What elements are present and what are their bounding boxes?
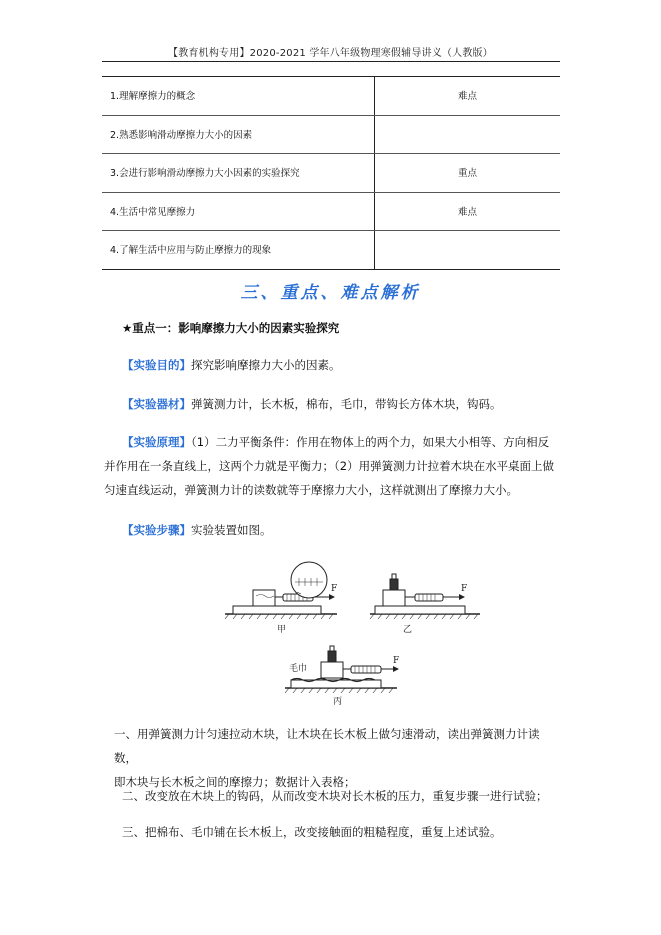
label-jia: 甲 bbox=[277, 625, 287, 635]
label-towel: 毛巾 bbox=[289, 664, 308, 674]
step1-line-1: 一、用弹簧测力计匀速拉动木块，让木块在长木板上做匀速滑动，读出弹簧测力计读数， bbox=[114, 727, 540, 765]
steps-tag: 【实验步骤】 bbox=[122, 523, 191, 537]
table-row bbox=[102, 116, 560, 155]
goal-cell: 3.会进行影响滑动摩擦力大小因素的实验探究 bbox=[102, 154, 375, 192]
goal-cell: 4.了解生活中应用与防止摩擦力的现象 bbox=[102, 231, 375, 269]
level-cell: 难点 bbox=[457, 206, 477, 218]
level-cell: 重点 bbox=[457, 168, 477, 179]
objectives-table bbox=[102, 76, 560, 270]
purpose-paragraph bbox=[122, 353, 562, 377]
label-yi: 乙 bbox=[403, 625, 413, 635]
principle-text-1: （1）二力平衡条件：作用在物体上的两个力，如果大小相等、方向相反 bbox=[191, 435, 550, 449]
table-row bbox=[102, 193, 560, 232]
steps-paragraph bbox=[122, 518, 562, 542]
setup-jia bbox=[225, 562, 337, 635]
page-header: 【教育机构专用】2020-2021 学年八年级物理寒假辅导讲义（人教版） bbox=[168, 48, 493, 59]
force-label: F bbox=[393, 656, 400, 666]
step1-line-2: 即木块与长木板之间的摩擦力；数据计入表格； bbox=[114, 775, 356, 789]
level-cell: 难点 bbox=[457, 91, 477, 102]
table-row bbox=[102, 154, 560, 193]
equipment-paragraph bbox=[122, 392, 562, 416]
force-label: F bbox=[461, 584, 468, 594]
goal-cell: 4.生活中常见摩擦力 bbox=[102, 193, 375, 231]
purpose-tag: 【实验目的】 bbox=[122, 358, 191, 372]
level-cell bbox=[375, 116, 560, 154]
label-bing: 丙 bbox=[333, 697, 343, 707]
table-row bbox=[102, 231, 560, 269]
force-label: F bbox=[331, 584, 338, 594]
step3-paragraph: 三、把棉布、毛巾铺在长木板上，改变接触面的粗糙程度，重复上述试验。 bbox=[122, 825, 502, 839]
steps-text: 实验装置如图。 bbox=[191, 523, 272, 537]
step2-paragraph: 二、改变放在木块上的钩码，从而改变木块对长木板的压力，重复步骤一进行试验； bbox=[122, 789, 548, 803]
level-cell bbox=[375, 231, 560, 269]
principle-paragraph bbox=[104, 430, 562, 502]
key-point-heading: ★重点一：影响摩擦力大小的因素实验探究 bbox=[122, 321, 340, 335]
principle-line-1 bbox=[122, 430, 562, 454]
equipment-tag: 【实验器材】 bbox=[122, 397, 191, 411]
experiment-apparatus-figure bbox=[225, 560, 485, 710]
goal-cell: 2.熟悉影响滑动摩擦力大小的因素 bbox=[102, 116, 375, 154]
purpose-text: 探究影响摩擦力大小的因素。 bbox=[191, 358, 341, 372]
goal-cell: 1.理解摩擦力的概念 bbox=[102, 77, 375, 115]
principle-tag: 【实验原理】 bbox=[122, 435, 191, 449]
principle-line-2: 并作用在一条直线上，这两个力就是平衡力；（2）用弹簧测力计拉着木块在水平桌面上做 bbox=[104, 459, 555, 473]
setup-yi bbox=[370, 574, 480, 635]
section-title: 三、重点、难点解析 bbox=[240, 283, 421, 303]
header-divider bbox=[102, 61, 560, 62]
table-row bbox=[102, 77, 560, 116]
equipment-text: 弹簧测力计，长木板，棉布，毛巾，带钩长方体木块，钩码。 bbox=[191, 397, 502, 411]
setup-bing bbox=[285, 646, 399, 707]
principle-line-3: 匀速直线运动，弹簧测力计的读数就等于摩擦力大小，这样就测出了摩擦力大小。 bbox=[104, 483, 518, 497]
